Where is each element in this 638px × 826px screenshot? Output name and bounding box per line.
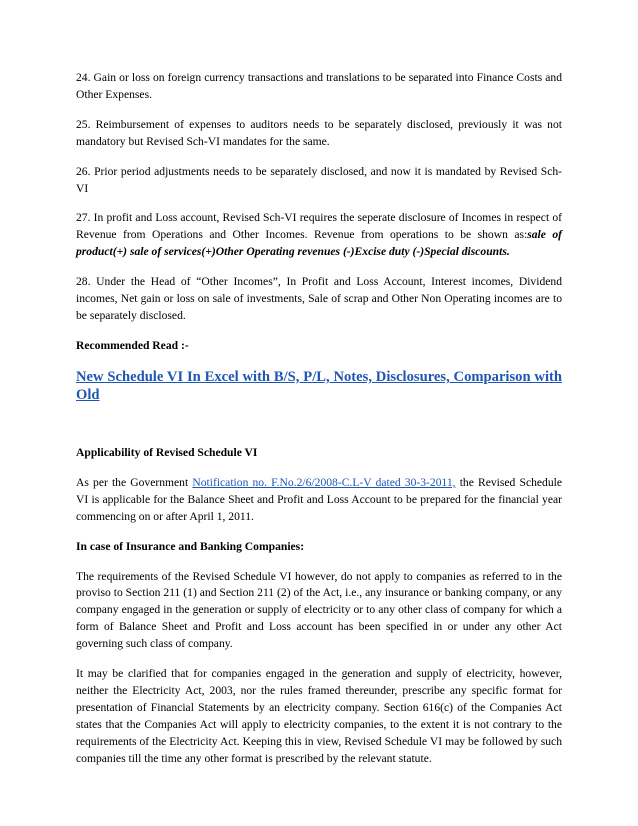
new-schedule-vi-link[interactable]: New Schedule VI In Excel with B/S, P/L, Notes, Disclosures, Comparison with Old: [76, 368, 562, 404]
applicability-text-after: the Revised Schedule VI is applicable for the Balance Sheet and Profit and Loss Account to be prepared for the financial year commencing on or after April 1, 2011.: [76, 475, 562, 523]
point-26: 26. Prior period adjustments needs to be separately disclosed, and now it is mandated by Revised Sch-VI: [76, 164, 562, 195]
insurance-banking-heading: In case of Insurance and Banking Companies:: [76, 539, 305, 553]
document-page: [76, 70, 562, 780]
insurance-paragraph-1: The requirements of the Revised Schedule VI however, do not apply to companies as referred to in the proviso to Section 211 (1) and Section 211 (2) of the Act, i.e., any insurance or banking company, or any company engaged in the generation or supply of electricity or to any other class of company for which a form of Balance Sheet and Profit and Loss account has been specified in or under any other Act governing such class of company.: [76, 569, 562, 651]
point-28: 28. Under the Head of “Other Incomes”, In Profit and Loss Account, Interest incomes, Dividend incomes, Net gain or loss on sale of investments, Sale of scrap and Other Non Operating incomes are to be separately disclosed.: [76, 275, 562, 322]
recommended-read-heading: Recommended Read :-: [76, 338, 189, 352]
point-27-formula: sale of product(+) sale of services(+)Other Operating revenues (-)Excise duty (-)Special discounts.: [76, 228, 562, 259]
point-27: [76, 210, 562, 261]
applicability-heading: Applicability of Revised Schedule VI: [76, 445, 258, 459]
point-25: 25. Reimbursement of expenses to auditors needs to be separately disclosed, previously it was not mandatory but Revised Sch-VI mandates for the same.: [76, 117, 562, 148]
applicability-paragraph: [76, 475, 562, 526]
point-24: 24. Gain or loss on foreign currency transactions and translations to be separated into Finance Costs and Other Expenses.: [76, 71, 562, 101]
point-27-text: 27. In profit and Loss account, Revised Sch-VI requires the seperate disclosure of Incomes in respect of Revenue from Operations and Other Incomes. Revenue from operations to be shown as:: [76, 211, 562, 242]
insurance-paragraph-2: It may be clarified that for companies engaged in the generation and supply of electricity, however, neither the Electricity Act, 2003, nor the rules framed thereunder, prescribe any specific format for presentation of Financial Statements by an electricity company. Section 616(c) of the Companies Act states that the Companies Act will apply to electricity companies, to the extent it is not contrary to the requirements of the Electricity Act. Keeping this in view, Revised Schedule VI may be followed by such companies till the time any other format is prescribed by the relevant statute.: [76, 667, 562, 765]
notification-link[interactable]: Notification no. F.No.2/6/2008-C.L-V dated 30-3-2011,: [192, 475, 456, 489]
applicability-text-before: As per the Government: [76, 475, 193, 489]
